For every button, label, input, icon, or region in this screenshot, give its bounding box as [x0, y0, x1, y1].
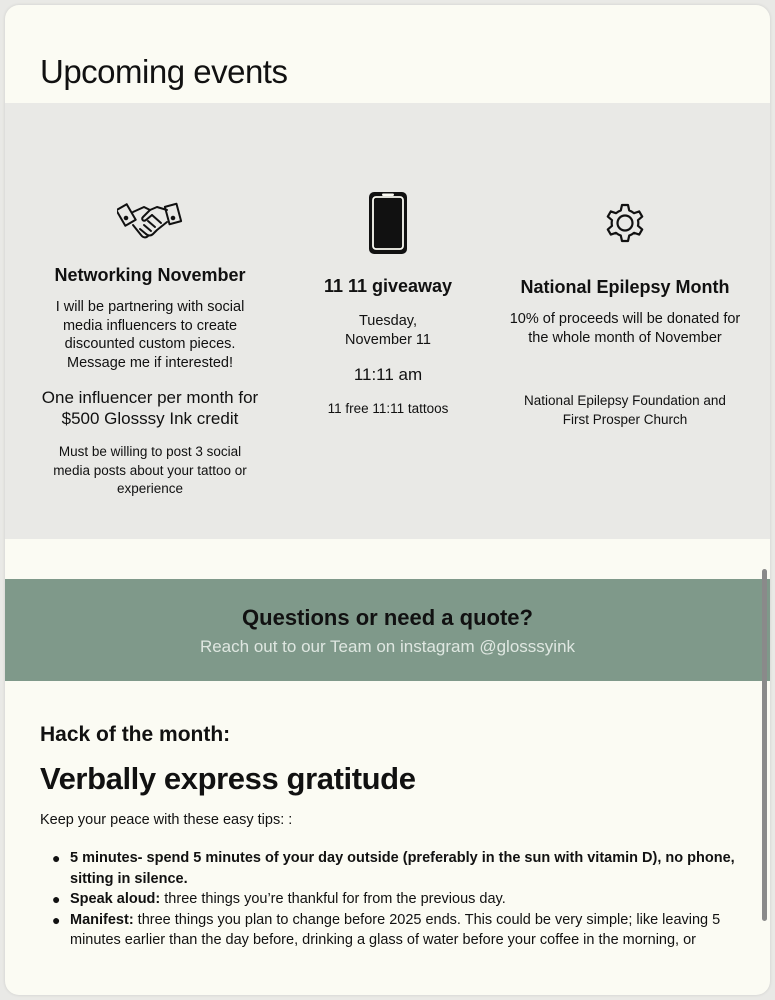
hack-intro: Keep your peace with these easy tips: :	[40, 812, 293, 828]
tip-text: three things you’re thankful for from the previous day.	[160, 891, 506, 907]
bullet-icon: ●	[52, 891, 61, 907]
event-note: Must be willing to post 3 social media posts about your tattoo or experience	[53, 444, 247, 496]
hack-title: Verbally express gratitude	[40, 761, 416, 796]
hack-label: Hack of the month:	[40, 723, 231, 746]
event-time: 11:11 am	[353, 365, 423, 384]
event-11-11-giveaway	[288, 190, 488, 419]
event-title: National Epilepsy Month	[520, 277, 730, 297]
tip-text: three things you plan to change before 2025 ends. This could be very simple; like leaving 5 minutes earlier than the day before, drinking a glass of water before your coffee in the morning, or	[70, 911, 721, 948]
tip-bold: Manifest:	[70, 911, 134, 928]
event-description: 10% of proceeds will be donated for the whole month of November	[509, 311, 741, 346]
handshake-icon	[117, 195, 183, 243]
quote-title: Questions or need a quote?	[242, 605, 533, 630]
event-description: I will be partnering with social media influencers to create discounted custom pieces. Message me if interested!	[55, 299, 245, 371]
tips-list	[52, 848, 742, 951]
event-date: Tuesday, November 11	[345, 313, 431, 348]
event-title: 11 11 giveaway	[323, 276, 453, 296]
page-container	[5, 5, 770, 995]
tip-bold: 5 minutes- spend 5 minutes of your day outside (preferably in the sun with vitamin D), no phone, sitting in silence.	[70, 850, 735, 887]
event-networking-november	[30, 195, 270, 499]
scrollbar[interactable]	[762, 569, 767, 921]
list-item	[52, 889, 742, 910]
event-title: Networking November	[54, 265, 246, 285]
bullet-icon: ●	[52, 850, 61, 866]
events-section	[5, 103, 770, 539]
page-title: Upcoming events	[40, 53, 288, 90]
event-note: National Epilepsy Foundation and First Prosper Church	[524, 393, 726, 427]
tip-bold: Speak aloud:	[70, 891, 161, 907]
quote-subtitle: Reach out to our Team on instagram @glosssyink	[199, 637, 576, 656]
quote-banner	[5, 579, 770, 681]
list-item	[52, 910, 742, 951]
event-highlight: One influencer per month for $500 Glosssy Ink credit	[41, 388, 259, 428]
bullet-icon: ●	[52, 911, 61, 928]
gear-icon	[603, 201, 647, 245]
smartphone-icon	[367, 190, 409, 256]
event-national-epilepsy-month	[495, 201, 755, 429]
list-item	[52, 848, 742, 889]
event-note: 11 free 11:11 tattoos	[327, 401, 449, 416]
